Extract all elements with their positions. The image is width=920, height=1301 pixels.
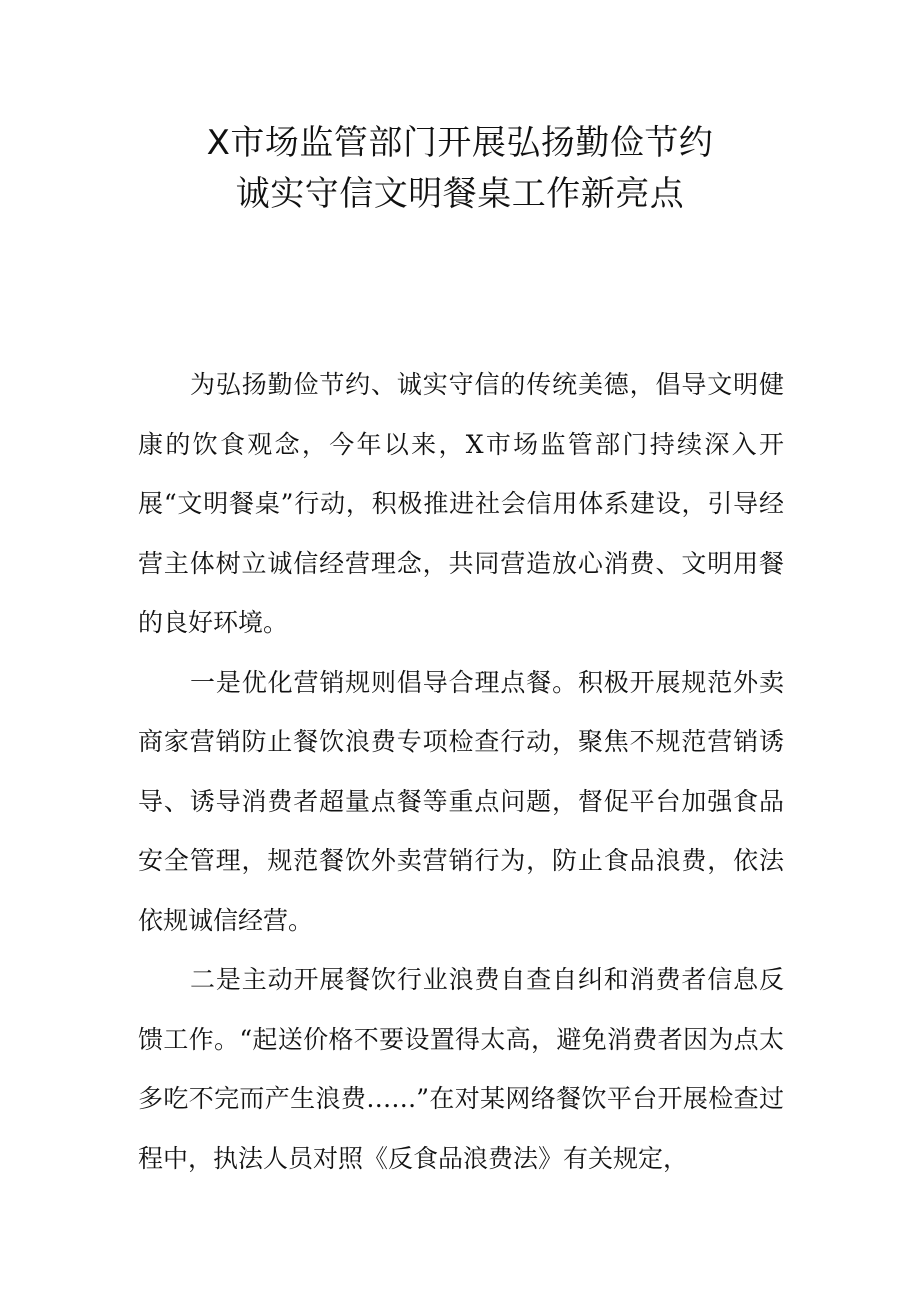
title-line-1: X市场监管部门开展弘扬勤俭节约 — [206, 123, 714, 163]
document-title — [0, 118, 920, 220]
paragraph-intro: 为弘扬勤俭节约、诚实守信的传统美德，倡导文明健康的饮食观念，今年以来，X市场监管部门持续深入开展“文明餐桌”行动，积极推进社会信用体系建设，引导经营主体树立诚信经营理念，共同营造放心消费、文明用餐的良好环境。 — [138, 370, 784, 637]
paragraph-point-two: 二是主动开展餐饮行业浪费自查自纠和消费者信息反馈工作。“起送价格不要设置得太高，避免消费者因为点太多吃不完而产生浪费……”在对某网络餐饮平台开展检查过程中，执法人员对照《反食品浪费法》有关规定， — [138, 965, 784, 1173]
paragraph-point-one: 一是优化营销规则倡导合理点餐。积极开展规范外卖商家营销防止餐饮浪费专项检查行动，聚焦不规范营销诱导、诱导消费者超量点餐等重点问题，督促平台加强食品安全管理，规范餐饮外卖营销行为，防止食品浪费，依法依规诚信经营。 — [138, 667, 784, 935]
document-body — [138, 355, 784, 1188]
title-line-2: 诚实守信文明餐桌工作新亮点 — [235, 174, 685, 214]
